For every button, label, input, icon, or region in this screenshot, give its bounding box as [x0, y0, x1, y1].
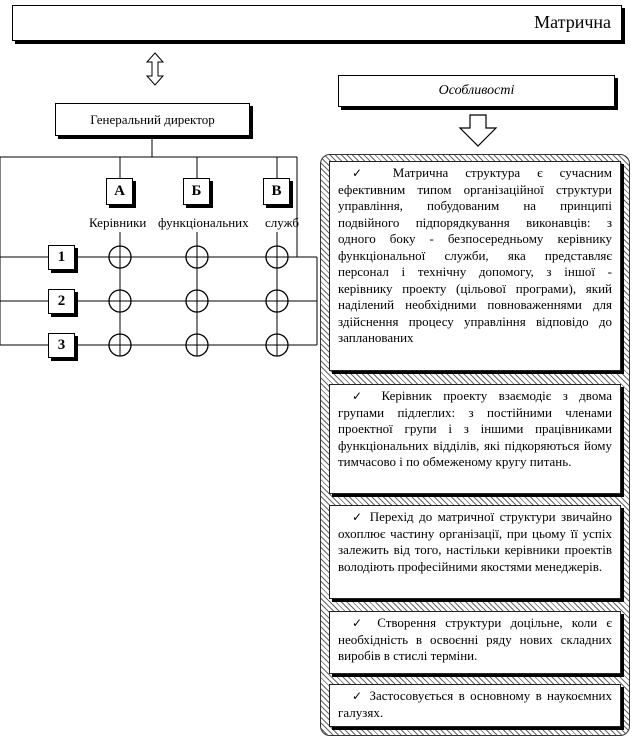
- department-box-c: [263, 178, 290, 205]
- project-label-1: 1: [57, 249, 66, 265]
- general-director-label: Генеральний директор: [90, 112, 215, 127]
- project-box-3: [48, 333, 75, 358]
- check-icon: ✓: [352, 389, 371, 403]
- feature-text-4: Створення структури доцільне, коли є необхідність в освоєнні ряду нових складних виробів в стислі терміни.: [338, 615, 613, 663]
- feature-card-5: [329, 684, 621, 727]
- project-label-3: 3: [57, 337, 66, 353]
- department-label-b: Б: [191, 183, 202, 199]
- department-label-a: А: [114, 183, 125, 199]
- department-box-b: [183, 178, 210, 205]
- feature-text-3: Перехід до матричної структури звичайно охоплює частину організації, при цьому її успіх залежить від того, настільки керівники проектів володіють професійними якостями менеджерів.: [338, 509, 613, 574]
- feature-text-5: Застосовується в основному в наукоємних галузях.: [338, 688, 612, 720]
- department-box-a: [106, 178, 133, 205]
- feature-card-2: [329, 384, 621, 494]
- feature-text-1: Матрична структура є сучасним ефективним типом організаційної структури управління, побудованим на принципі подвійного підпорядкування виконавців: з одного боку - безпосередньому керівнику функціональної служби, яка представляє персонал і технічну допомогу, з іншої - керівнику проекту (цільової програми), який наділений необхідними повноваженнями для здійснення процесу управління відповідо до запланованих: [338, 165, 612, 345]
- general-director-box: [55, 103, 250, 136]
- caption-part1: Керівники: [89, 215, 147, 230]
- check-icon: ✓: [352, 689, 365, 703]
- feature-text-2: Керівник проекту взаємодіє з двома групами підлеглих: з постійними членами проектної групи і з іншими працівниками функціональних відділів, які підкоряються йому тимчасово і по обмеженому кругу питань.: [338, 388, 612, 469]
- feature-card-4: [329, 611, 621, 674]
- feature-card-1: [329, 161, 621, 371]
- check-icon: ✓: [352, 510, 365, 524]
- department-label-c: В: [271, 183, 282, 199]
- project-label-2: 2: [57, 293, 66, 309]
- diagram-title: Матрична: [534, 12, 611, 32]
- project-box-1: [48, 245, 75, 270]
- check-icon: ✓: [352, 616, 368, 630]
- down-arrow-icon: [458, 114, 498, 148]
- caption-part2: функціональних: [158, 215, 249, 230]
- features-header: [338, 75, 615, 107]
- features-label: Особливості: [438, 83, 515, 98]
- check-icon: ✓: [352, 166, 376, 180]
- project-box-2: [48, 289, 75, 314]
- feature-card-3: [329, 505, 621, 599]
- caption-part3: служб: [265, 215, 300, 230]
